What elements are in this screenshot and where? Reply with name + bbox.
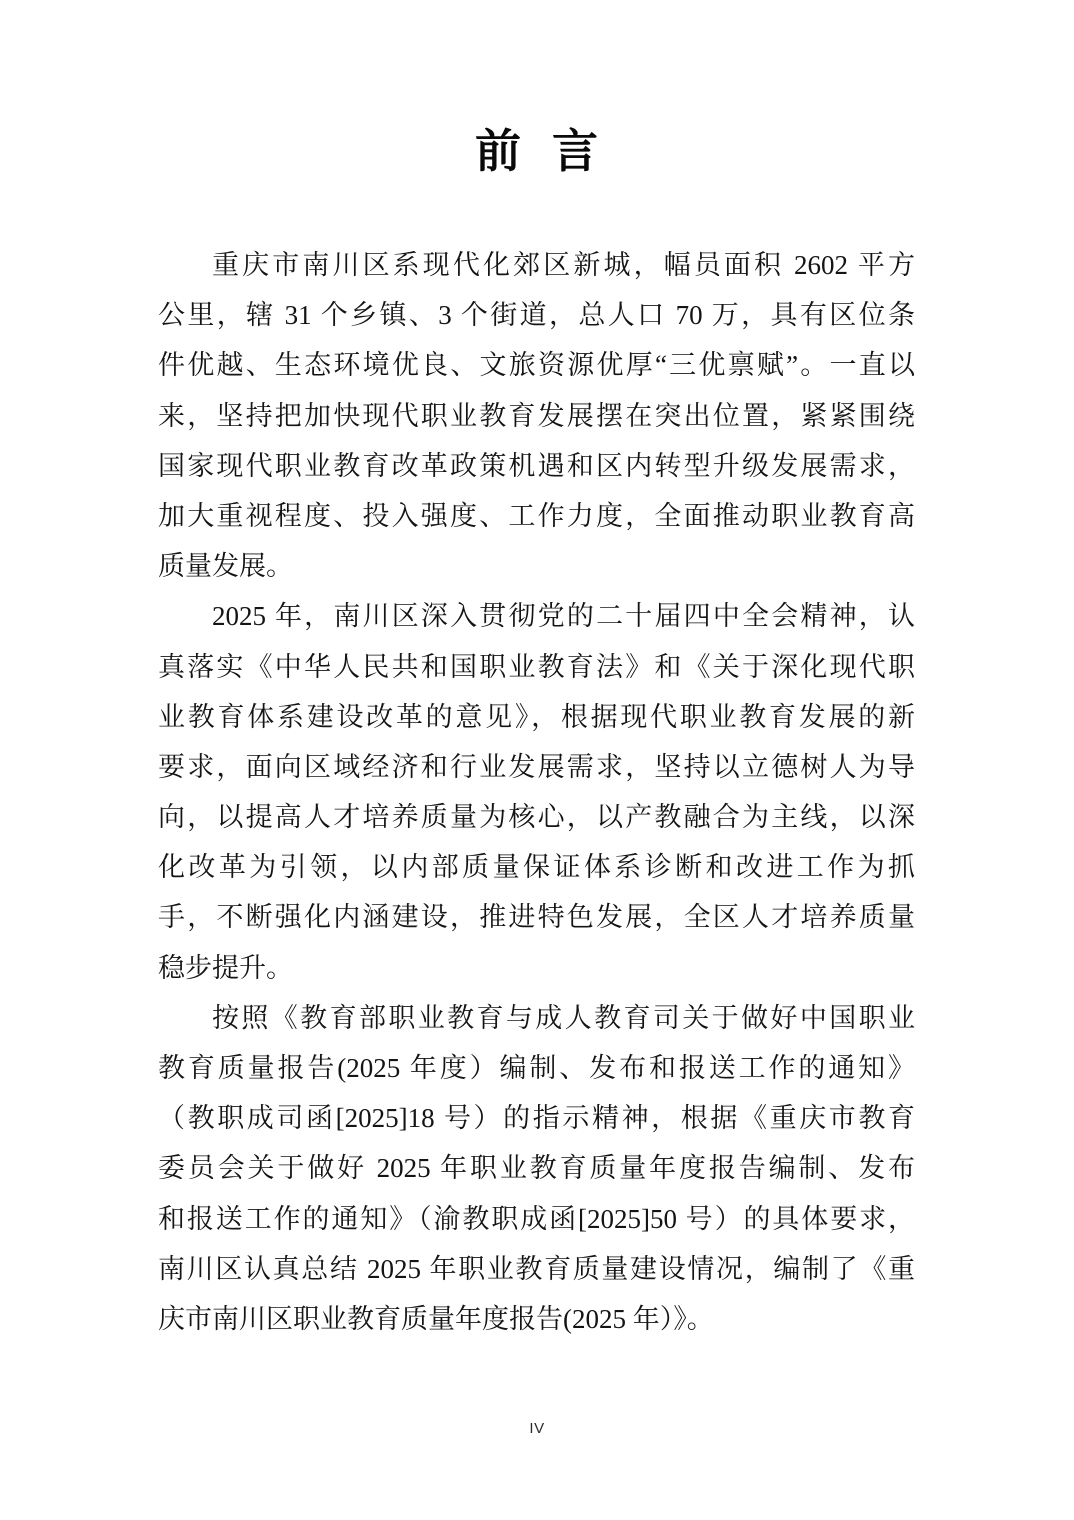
- page-title: 前 言: [475, 126, 599, 177]
- paragraph-1-line-1: 重庆市南川区系现代化郊区新城，幅员面积 2602 平方: [212, 250, 915, 280]
- paragraph-1-line-5: 国家现代职业教育改革政策机遇和区内转型升级发展需求，: [158, 450, 915, 481]
- paragraph-2-line-1: 2025 年，南川区深入贯彻党的二十届四中全会精神，认: [212, 601, 915, 632]
- paragraph-3-line-3: （教职成司函[2025]18 号）的指示精神，根据《重庆市教育: [158, 1103, 915, 1134]
- paragraph-1-line-2: 公里，辖 31 个乡镇、3 个街道，总人口 70 万，具有区位条: [158, 300, 915, 331]
- paragraph-2-line-5: 向，以提高人才培养质量为核心，以产教融合为主线，以深: [158, 802, 915, 833]
- paragraph-2-line-3: 业教育体系建设改革的意见》，根据现代职业教育发展的新: [158, 701, 915, 732]
- paragraph-2-line-7: 手，不断强化内涵建设，推进特色发展，全区人才培养质量: [158, 902, 915, 933]
- paragraph-3-line-2: 教育质量报告(2025 年度）编制、发布和报送工作的通知》: [158, 1053, 915, 1083]
- paragraph-2-line-6: 化改革为引领，以内部质量保证体系诊断和改进工作为抓: [158, 852, 915, 883]
- paragraph-1-line-6: 加大重视程度、投入强度、工作力度，全面推动职业教育高: [158, 500, 915, 531]
- paragraph-1-line-4: 来，坚持把加快现代职业教育发展摆在突出位置，紧紧围绕: [158, 400, 915, 431]
- paragraph-1-line-3: 件优越、生态环境优良、文旅资源优厚“三优禀赋”。一直以: [158, 350, 915, 381]
- paragraph-2-line-8: 稳步提升。: [158, 952, 293, 983]
- paragraph-2-line-4: 要求，面向区域经济和行业发展需求，坚持以立德树人为导: [158, 751, 915, 782]
- paragraph-3-line-4: 委员会关于做好 2025 年职业教育质量年度报告编制、发布: [158, 1153, 915, 1184]
- document-body: [158, 240, 915, 1344]
- paragraph-3-line-7: 庆市南川区职业教育质量年度报告(2025 年）》。: [158, 1303, 714, 1334]
- paragraph-1-line-7: 质量发展。: [158, 551, 293, 582]
- paragraph-3-line-6: 南川区认真总结 2025 年职业教育质量建设情况，编制了《重: [158, 1253, 915, 1284]
- paragraph-3-line-1: 按照《教育部职业教育与成人教育司关于做好中国职业: [212, 1002, 915, 1033]
- paragraph-2-line-2: 真落实《中华人民共和国职业教育法》和《关于深化现代职: [158, 651, 915, 682]
- paragraph-3-line-5: 和报送工作的通知》（渝教职成函[2025]50 号）的具体要求，: [158, 1203, 915, 1234]
- page-number: IV: [529, 1420, 545, 1437]
